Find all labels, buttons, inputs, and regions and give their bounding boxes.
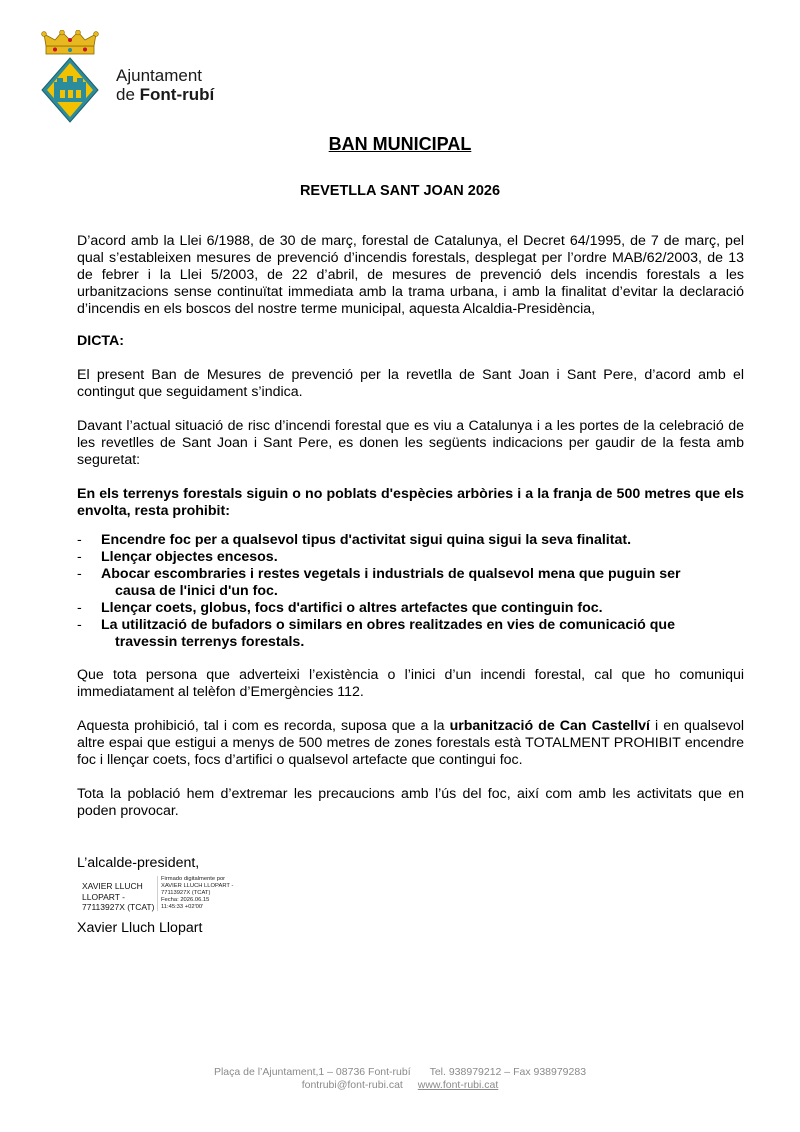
- logo-line-1: Ajuntament: [116, 66, 202, 85]
- intro-text: D’acord amb la Llei 6/1988, de 30 de març, forestal de Catalunya, el Decret 64/1995, de 7 de març, pel qual s’estableixen mesures de prevenció d’incendis forestals, desplegat per l’ordre MAB/62/2003, de 13 de febrer i la Llei 5/2003, de 22 d’abril, de mesures de prevenció dels incendis forestals a les urbanitzacions sense continuïtat immediata amb la trama urbana, i amb la finalitat d’evitar la declaració d’incendis en els boscos del nostre terme municipal, aquesta Alcaldia-Presidència,: [77, 233, 744, 317]
- shield-icon: [42, 58, 98, 122]
- signature-role: L’alcalde-president,: [77, 855, 200, 871]
- paragraph-5: [77, 786, 744, 820]
- footer-address: Plaça de l’Ajuntament,1 – 08736 Font-rubí: [213, 1066, 411, 1078]
- footer-email[interactable]: fontrubi@font-rubi.cat: [301, 1079, 403, 1091]
- footer-website-link[interactable]: www.font-rubi.cat: [417, 1079, 499, 1091]
- dicta-heading: DICTA:: [77, 333, 125, 349]
- page-footer: [0, 1066, 800, 1092]
- paragraph-1: [77, 367, 744, 401]
- stamp-signer-name: XAVIER LLUCH LLOPART - 77113927X (TCAT): [82, 881, 155, 912]
- signature-name: Xavier Lluch Llopart: [77, 920, 203, 936]
- municipal-logo: [38, 30, 238, 126]
- prohibition-heading-text: En els terrenys forestals siguin o no poblats d'espècies arbòries i a la franja de 500 metres que els envolta, resta prohibit:: [77, 486, 744, 519]
- footer-line-2: [0, 1079, 800, 1092]
- paragraph-5-text: Tota la població hem d’extremar les precaucions amb l’ús del foc, així com amb les activitats que en poden provocar.: [77, 786, 744, 819]
- logo-town-name: Font-rubí: [139, 85, 215, 104]
- paragraph-2-text: Davant l’actual situació de risc d’incendi forestal que es viu a Catalunya i a les portes de la celebració de les revetlles de Sant Joan i Sant Pere, es donen les següents indicacions per gaudir de la festa amb seguretat:: [77, 418, 744, 468]
- intro-paragraph: [77, 233, 744, 318]
- logo-line-2: [116, 85, 214, 104]
- paragraph-4: [77, 718, 744, 769]
- logo-text: [116, 66, 214, 104]
- prohibition-heading: [77, 486, 744, 520]
- logo-line-2-prefix: de: [116, 85, 140, 104]
- prohibition-list: [77, 532, 744, 651]
- highlight-location: urbanització de Can Castellví: [449, 718, 650, 734]
- page-subtitle: REVETLLA SANT JOAN 2026: [299, 183, 501, 199]
- list-item: - Abocar escombraries i restes vegetals i industrials de qualsevol mena que puguin ser causa de l'inici d'un foc.: [77, 566, 744, 600]
- list-item: - Llençar objectes encesos.: [77, 549, 744, 566]
- stamp-signature-details: Firmado digitalmente por XAVIER LLUCH LLOPART - 77113927X (TCAT) Fecha: 2026.06.15 11:45:33 +02'00': [157, 876, 233, 911]
- list-item: - La utilització de bufadors o similars en obres realitzades en vies de comunicació que travessin terrenys forestals.: [77, 617, 744, 651]
- paragraph-1-text: El present Ban de Mesures de prevenció per la revetlla de Sant Joan i Sant Pere, d’acord amb el contingut que seguidament s’indica.: [77, 367, 744, 400]
- list-item: - Llençar coets, globus, focs d'artifici o altres artefactes que continguin foc.: [77, 600, 744, 617]
- crown-icon: [42, 30, 99, 54]
- paragraph-3: [77, 667, 744, 701]
- page-title: BAN MUNICIPAL: [328, 134, 472, 154]
- list-item: - Encendre foc per a qualsevol tipus d'activitat sigui quina sigui la seva finalitat.: [77, 532, 744, 549]
- footer-phone: Tel. 938979212 – Fax 938979283: [429, 1066, 587, 1078]
- paragraph-3-text: Que tota persona que adverteixi l’existència o l’inici d’un incendi forestal, cal que ho comuniqui immediatament al telèfon d’Emergències 112.: [77, 667, 744, 700]
- paragraph-4-text: Aquesta prohibició, tal i com es recorda, suposa que a la urbanització de Can Castellví i en qualsevol altre espai que estigui a menys de 500 metres de zones forestals està TOTALMENT PROHIBIT encendre foc i llençar coets, focs d’artifici o qualsevol artefacte que contingui foc.: [77, 718, 744, 768]
- paragraph-2: [77, 418, 744, 469]
- digital-signature-stamp: [82, 875, 282, 915]
- footer-line-1: [0, 1066, 800, 1079]
- coat-of-arms-icon: [38, 30, 110, 126]
